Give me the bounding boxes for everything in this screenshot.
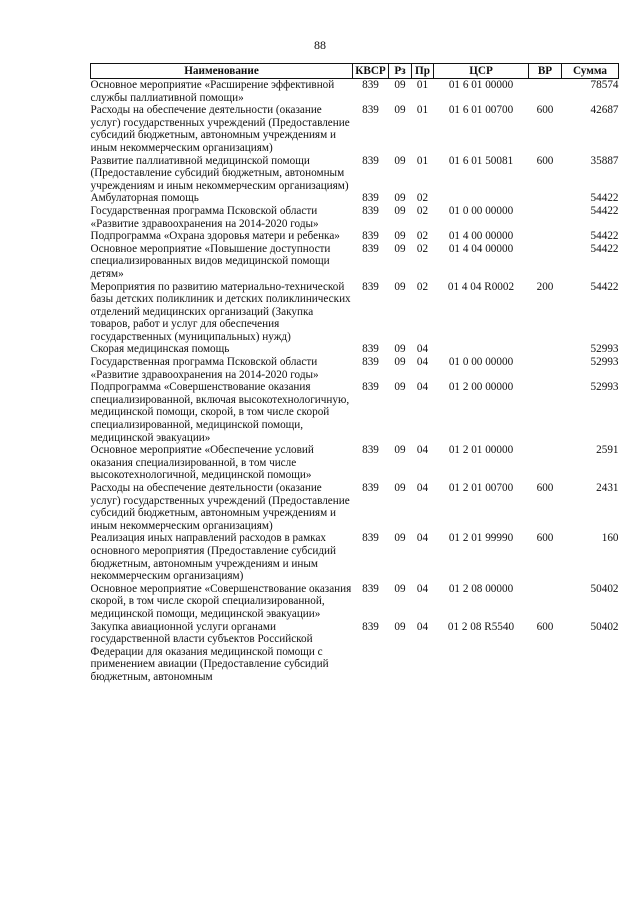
row-rz: 09 xyxy=(394,620,406,633)
row-pr: 04 xyxy=(416,444,429,457)
row-name: Подпрограмма «Совершенствование оказания специализированной, включая высокотехнологичную, медицинской помощи, скорой, в том числе скорой специализированной, медицинской помощи, медицинской эвакуации» xyxy=(90,381,350,444)
table-row xyxy=(91,343,619,356)
row-kvsr: 839 xyxy=(362,482,379,494)
row-csr xyxy=(434,192,529,205)
row-csr: 01 2 08 R5540 xyxy=(447,620,515,633)
row-vr: 600 xyxy=(536,532,554,545)
table-row xyxy=(91,281,619,344)
table-row xyxy=(91,243,619,281)
row-name: Расходы на обеспечение деятельности (оказание услуг) государственных учреждений (Предоставление субсидий бюджетным, автономным учреждениям и иным некоммерческим организациям) xyxy=(90,104,350,154)
row-name: Основное мероприятие «Обеспечение условий оказания специализированной, в том числе высокотехнологичной, медицинской помощи» xyxy=(90,444,314,482)
row-kvsr: 839 xyxy=(362,230,379,243)
row-name: Основное мероприятие «Совершенствование оказания скорой, в том числе скорой специализированной, медицинской помощи, медицинской эвакуации» xyxy=(90,582,352,620)
row-rz: 09 xyxy=(394,192,406,205)
row-kvsr: 839 xyxy=(362,582,379,595)
row-sum: 2591 xyxy=(596,444,619,457)
table-row xyxy=(91,583,619,621)
row-csr: 01 0 00 00000 xyxy=(448,204,514,217)
row-name: Подпрограмма «Охрана здоровья матери и ребенка» xyxy=(90,230,340,243)
row-pr: 04 xyxy=(416,381,429,394)
budget-table xyxy=(90,63,619,684)
row-vr xyxy=(529,243,562,281)
header-name: Наименование xyxy=(91,64,353,79)
row-pr: 02 xyxy=(416,192,429,205)
row-kvsr: 839 xyxy=(362,154,379,167)
row-vr xyxy=(529,205,562,230)
row-sum: 50402 xyxy=(590,582,619,595)
table-body xyxy=(91,79,619,684)
row-csr: 01 4 00 00000 xyxy=(448,230,514,243)
row-pr: 04 xyxy=(416,582,429,595)
row-kvsr: 839 xyxy=(362,381,379,394)
row-rz: 09 xyxy=(394,444,406,457)
row-kvsr: 839 xyxy=(362,356,379,369)
table-row xyxy=(91,79,619,105)
row-csr: 01 2 01 00000 xyxy=(448,444,514,457)
row-name: Мероприятия по развитию материально-технической базы детских поликлиник и детских поликлинических отделений медицинских организаций (Закупка товаров, работ и услуг для обеспечения государственных (муниципальных) нужд) xyxy=(90,280,351,343)
row-vr xyxy=(529,79,562,105)
row-vr xyxy=(529,381,562,444)
row-kvsr: 839 xyxy=(362,343,379,356)
row-rz: 09 xyxy=(394,381,406,394)
table-row xyxy=(91,230,619,243)
row-vr: 600 xyxy=(536,104,554,117)
row-vr xyxy=(529,230,562,243)
row-pr: 02 xyxy=(416,242,429,255)
table-header-row xyxy=(91,64,619,79)
row-sum: 52993 xyxy=(590,343,619,356)
row-pr: 01 xyxy=(416,154,429,167)
row-csr: 01 6 01 00000 xyxy=(448,79,514,91)
row-csr: 01 2 01 00700 xyxy=(448,482,514,494)
table-row xyxy=(91,192,619,205)
header-rz: Рз xyxy=(389,64,412,79)
row-name: Расходы на обеспечение деятельности (оказание услуг) государственных учреждений (Предоставление субсидий бюджетным, автономным учреждениям и иным некоммерческим организациям) xyxy=(90,482,350,532)
row-rz: 09 xyxy=(394,343,406,356)
table-row xyxy=(91,104,619,154)
row-rz: 09 xyxy=(394,242,406,255)
row-rz: 09 xyxy=(394,482,406,494)
table-row xyxy=(91,482,619,532)
row-sum: 50402 xyxy=(590,620,619,633)
row-sum: 54422 xyxy=(590,230,619,243)
row-rz: 09 xyxy=(394,582,406,595)
row-sum: 54422 xyxy=(590,204,619,217)
row-rz: 09 xyxy=(394,79,406,91)
row-csr: 01 2 08 00000 xyxy=(448,582,514,595)
row-kvsr: 839 xyxy=(362,79,379,91)
row-csr: 01 4 04 R0002 xyxy=(447,280,515,293)
row-pr: 01 xyxy=(416,104,429,117)
row-vr xyxy=(529,192,562,205)
row-pr: 04 xyxy=(416,482,429,494)
row-csr: 01 6 01 00700 xyxy=(448,104,514,117)
row-rz: 09 xyxy=(394,204,406,217)
row-vr: 200 xyxy=(536,280,554,293)
row-name: Развитие паллиативной медицинской помощи (Предоставление субсидий бюджетным, автономным учреждениям и иным некоммерческим организациям) xyxy=(90,154,349,192)
row-kvsr: 839 xyxy=(362,242,379,255)
row-sum: 54422 xyxy=(590,192,619,205)
row-pr: 04 xyxy=(416,343,429,356)
table-row xyxy=(91,381,619,444)
row-vr xyxy=(529,356,562,381)
row-sum: 2431 xyxy=(596,482,619,494)
row-csr xyxy=(434,343,529,356)
row-name: Государственная программа Псковской области «Развитие здравоохранения на 2014-2020 годы» xyxy=(90,356,319,381)
row-pr: 04 xyxy=(416,532,429,545)
row-csr: 01 2 00 00000 xyxy=(448,381,514,394)
row-vr xyxy=(529,583,562,621)
row-name: Государственная программа Псковской области «Развитие здравоохранения на 2014-2020 годы» xyxy=(90,204,319,230)
table-row xyxy=(91,444,619,482)
row-rz: 09 xyxy=(394,104,406,117)
row-sum: 160 xyxy=(601,532,619,545)
row-pr: 02 xyxy=(416,280,429,293)
header-sum: Сумма xyxy=(562,64,619,79)
row-vr: 600 xyxy=(536,154,554,167)
row-pr: 04 xyxy=(416,620,429,633)
header-pr: Пр xyxy=(412,64,434,79)
row-name: Амбулаторная помощь xyxy=(90,192,199,205)
row-kvsr: 839 xyxy=(362,532,379,545)
row-sum: 54422 xyxy=(590,280,619,293)
row-vr: 600 xyxy=(536,620,554,633)
row-csr: 01 4 04 00000 xyxy=(448,242,514,255)
row-pr: 02 xyxy=(416,204,429,217)
row-kvsr: 839 xyxy=(362,104,379,117)
row-pr: 01 xyxy=(416,79,429,91)
row-csr: 01 2 01 99990 xyxy=(448,532,514,545)
row-rz: 09 xyxy=(394,532,406,545)
row-vr xyxy=(529,444,562,482)
table-row xyxy=(91,532,619,582)
row-rz: 09 xyxy=(394,154,406,167)
header-kvsr: КВСР xyxy=(353,64,389,79)
row-rz: 09 xyxy=(394,230,406,243)
table-row xyxy=(91,205,619,230)
row-kvsr: 839 xyxy=(362,620,379,633)
page-number: 88 xyxy=(314,38,326,52)
row-kvsr: 839 xyxy=(362,192,379,205)
row-vr: 600 xyxy=(536,482,554,494)
row-name: Основное мероприятие «Расширение эффективной службы паллиативной помощи» xyxy=(90,79,335,104)
row-rz: 09 xyxy=(394,356,406,369)
row-kvsr: 839 xyxy=(362,280,379,293)
row-sum: 52993 xyxy=(590,356,619,369)
row-rz: 09 xyxy=(394,280,406,293)
row-name: Основное мероприятие «Повышение доступности специализированных видов медицинской помощи детям» xyxy=(90,242,331,280)
row-sum: 35887 xyxy=(590,154,619,167)
table-row xyxy=(91,155,619,193)
row-name: Реализация иных направлений расходов в рамках основного мероприятия (Предоставление субсидий бюджетным, автономным учреждениям и иным некоммерческим организациям) xyxy=(90,532,336,583)
row-pr: 04 xyxy=(416,356,429,369)
row-name: Скорая медицинская помощь xyxy=(90,343,230,356)
row-csr: 01 0 00 00000 xyxy=(448,356,514,369)
row-sum: 78574 xyxy=(590,79,619,91)
row-kvsr: 839 xyxy=(362,444,379,457)
row-sum: 52993 xyxy=(590,381,619,394)
row-vr xyxy=(529,343,562,356)
row-kvsr: 839 xyxy=(362,204,379,217)
table-row xyxy=(91,621,619,684)
header-csr: ЦСР xyxy=(434,64,529,79)
row-name: Закупка авиационной услуги органами государственной власти субъектов Российской Федерации для оказания медицинской помощи с применением авиации (Предоставление субсидий бюджетным, автономным xyxy=(90,620,329,683)
table-row xyxy=(91,356,619,381)
row-pr: 02 xyxy=(416,230,429,243)
row-sum: 42687 xyxy=(590,104,619,117)
row-sum: 54422 xyxy=(590,242,619,255)
row-csr: 01 6 01 50081 xyxy=(448,154,514,167)
header-vr: ВР xyxy=(529,64,562,79)
